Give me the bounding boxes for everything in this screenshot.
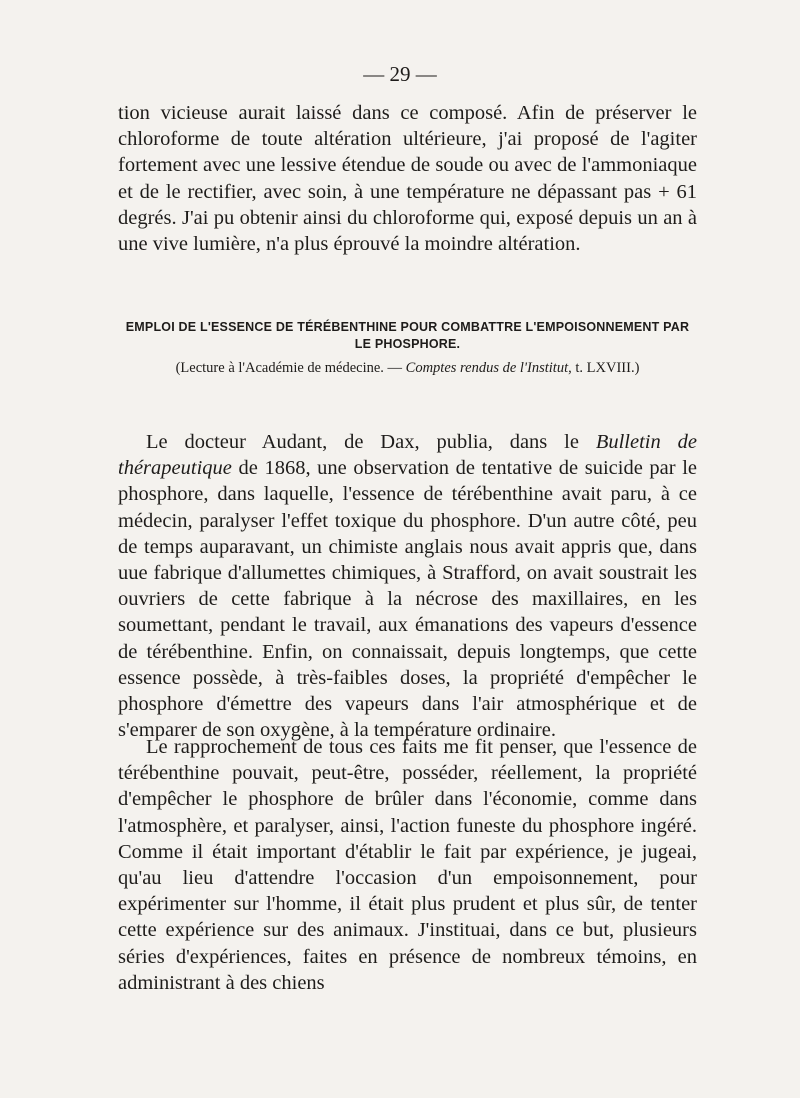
intro-paragraph: tion vicieuse aurait laissé dans ce composé. Afin de préserver le chloroforme de toute altération ultérieure, j'ai proposé de l'agiter fortement avec une lessive étendue de soude ou avec de l'ammoniaque et de le rectifier, avec soin, à une température ne dépassant pas + 61 degrés. J'ai pu obtenir ainsi du chloroforme qui, exposé depuis un an à une vive lumière, n'a plus éprouvé la moindre altération. xyxy=(118,102,697,256)
section-heading: EMPLOI DE L'ESSENCE DE TÉRÉBENTHINE POUR COMBATTRE L'EMPOISONNEMENT PAR LE PHOSPHORE. xyxy=(125,320,690,351)
page-number: — 29 — xyxy=(363,62,437,86)
journal-title: Bulletin de thérapeutique xyxy=(118,431,697,480)
para1-lead: Le docteur Audant, de Dax, publia, dans le xyxy=(146,431,596,453)
para1-rest: de 1868, une observation de tentative de suicide par le phosphore, dans laquelle, l'essence de térébenthine avait paru, à ce médecin, paralyser l'effet toxique du phosphore. D'un autre côté, peu de temps auparavant, un chimiste anglais nous avait appris que, dans uue fabrique d'allumettes chimiques, à Strafford, on avait soustrait les ouvriers de cette fabrique à la nécrose des maxillaires, en les soumettant, pendant le travail, aux émanations des vapeurs d'essence de térébenthine. Enfin, on connaissait, depuis longtemps, que cette essence possède, à très-faibles doses, la propriété d'empêcher le phosphore d'émettre des vapeurs dans l'air atmosphérique et de s'emparer de son oxygène, à la température ordinaire. xyxy=(118,457,697,742)
source-prefix: (Lecture à l'Académie de médecine. — xyxy=(175,360,406,376)
source-title: Comptes rendus de l'Institut xyxy=(405,360,569,376)
source-suffix: , t. LXVIII.) xyxy=(568,360,640,376)
source-citation xyxy=(118,360,697,377)
body-paragraph-1 xyxy=(118,429,697,743)
body-paragraph-2: Le rapprochement de tous ces faits me fit penser, que l'essence de térébenthine pouvait, peut-être, posséder, réellement, la propriété d'empêcher le phosphore de brûler dans l'économie, comme dans l'atmosphère, et paralyser, ainsi, l'action funeste du phosphore ingéré. Comme il était important d'établir le fait par expérience, je jugeai, qu'au lieu d'attendre l'occasion d'un empoisonnement, pour expérimenter sur l'homme, il était plus prudent et plus sûr, de tenter cette expérience sur des animaux. J'instituai, dans ce but, plusieurs séries d'expériences, faites en présence de nombreux témoins, en administrant à des chiens xyxy=(118,736,697,994)
